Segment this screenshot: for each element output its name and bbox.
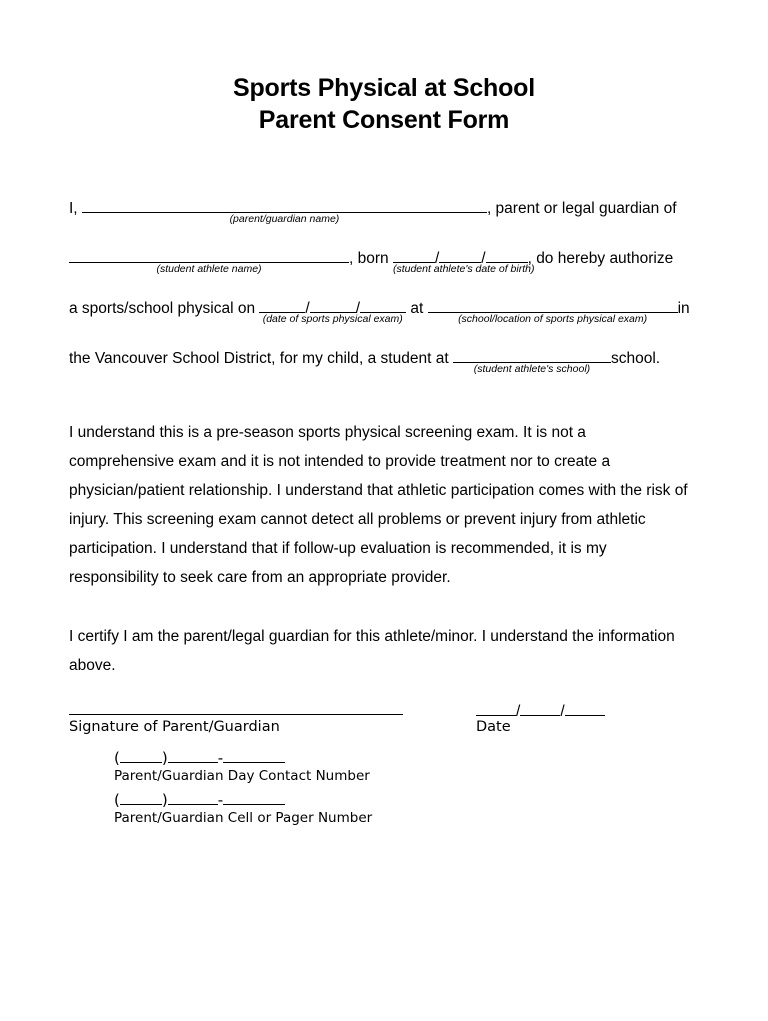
line2-mid-text: , born <box>349 250 389 267</box>
exam-year-blank[interactable] <box>360 296 406 313</box>
sig-date-separator-1: / <box>516 703 521 720</box>
cell-suffix-blank[interactable] <box>223 790 285 805</box>
dob-year-blank[interactable] <box>486 246 528 263</box>
signature-label: Signature of Parent/Guardian <box>69 719 280 735</box>
exam-date-caption: (date of sports physical exam) <box>262 313 403 325</box>
line1-lead-text: I, <box>69 200 78 217</box>
consent-form-fields <box>69 196 701 396</box>
signature-line[interactable] <box>69 714 403 715</box>
student-dob-caption: (student athlete's date of birth) <box>392 263 535 275</box>
dob-day-blank[interactable] <box>439 246 481 263</box>
line1-trail-text: , parent or legal guardian of <box>486 200 677 217</box>
date-label: Date <box>476 719 511 735</box>
line3-mid-text: at <box>410 300 424 317</box>
cell-pager-number-blanks[interactable] <box>114 790 372 809</box>
student-athlete-name-caption: (student athlete name) <box>156 263 262 275</box>
day-contact-number-label: Parent/Guardian Day Contact Number <box>114 768 370 784</box>
student-school-caption: (student athlete's school) <box>473 363 591 375</box>
cell-dash: - <box>217 791 224 809</box>
form-line-student-school <box>69 346 701 396</box>
certification-paragraph: I certify I am the parent/legal guardian for this athlete/minor. I understand the information above. <box>69 628 675 674</box>
understanding-paragraph: I understand this is a pre-season sports physical screening exam. It is not a comprehensive exam and it is not intended to provide treatment nor to create a physician/patient relationship. I understand that athletic participation comes with the risk of injury. This screening exam cannot detect all problems or prevent injury from athletic participation. I understand that if follow-up evaluation is recommended, it is my responsibility to seek care from an appropriate provider. <box>69 424 688 586</box>
sig-date-year-blank[interactable] <box>565 700 605 716</box>
title-line-2: Parent Consent Form <box>258 106 510 134</box>
parent-guardian-name-caption: (parent/guardian name) <box>229 213 340 225</box>
exam-location-blank[interactable] <box>428 296 678 325</box>
sig-date-separator-2: / <box>560 703 565 720</box>
exam-separator-2: / <box>355 300 361 317</box>
line4-trail-text: school. <box>610 350 661 367</box>
day-close-paren: ) <box>161 749 168 767</box>
exam-month-blank[interactable] <box>259 296 305 313</box>
dob-separator-2: / <box>481 250 486 267</box>
exam-day-blank[interactable] <box>310 296 356 313</box>
student-dob-blank-group[interactable] <box>392 246 535 275</box>
student-school-blank[interactable] <box>453 346 611 375</box>
sig-date-month-blank[interactable] <box>476 700 516 716</box>
exam-location-caption: (school/location of sports physical exam) <box>458 313 648 325</box>
cell-open-paren: ( <box>114 791 120 809</box>
dob-month-blank[interactable] <box>393 246 435 263</box>
parent-guardian-name-blank[interactable] <box>82 196 487 225</box>
cell-area-code-blank[interactable] <box>120 790 162 805</box>
day-open-paren: ( <box>114 749 120 767</box>
day-contact-number-blanks[interactable] <box>114 748 370 767</box>
form-line-student-name-dob <box>69 246 701 296</box>
dob-separator-1: / <box>434 250 440 267</box>
cell-prefix-blank[interactable] <box>168 790 218 805</box>
form-line-exam-date-location <box>69 296 701 346</box>
document-title <box>0 72 768 136</box>
day-suffix-blank[interactable] <box>223 748 285 763</box>
line2-trail-text: , do hereby authorize <box>527 250 674 267</box>
exam-separator-1: / <box>305 300 310 317</box>
line3-trail-text: in <box>677 300 690 317</box>
cell-close-paren: ) <box>161 791 168 809</box>
title-line-1: Sports Physical at School <box>232 74 536 102</box>
day-dash: - <box>217 749 224 767</box>
day-contact-number-block <box>114 748 370 785</box>
student-athlete-name-blank[interactable] <box>69 246 349 275</box>
line4-lead-text: the Vancouver School District, for my child, a student at <box>69 350 449 367</box>
day-prefix-blank[interactable] <box>168 748 218 763</box>
cell-pager-number-label: Parent/Guardian Cell or Pager Number <box>114 810 373 826</box>
form-line-parent-name <box>69 196 701 246</box>
cell-pager-number-block <box>114 790 372 827</box>
line3-lead-text: a sports/school physical on <box>69 300 256 317</box>
exam-date-blank-group[interactable] <box>259 296 406 325</box>
day-area-code-blank[interactable] <box>120 748 162 763</box>
sig-date-day-blank[interactable] <box>520 700 560 716</box>
